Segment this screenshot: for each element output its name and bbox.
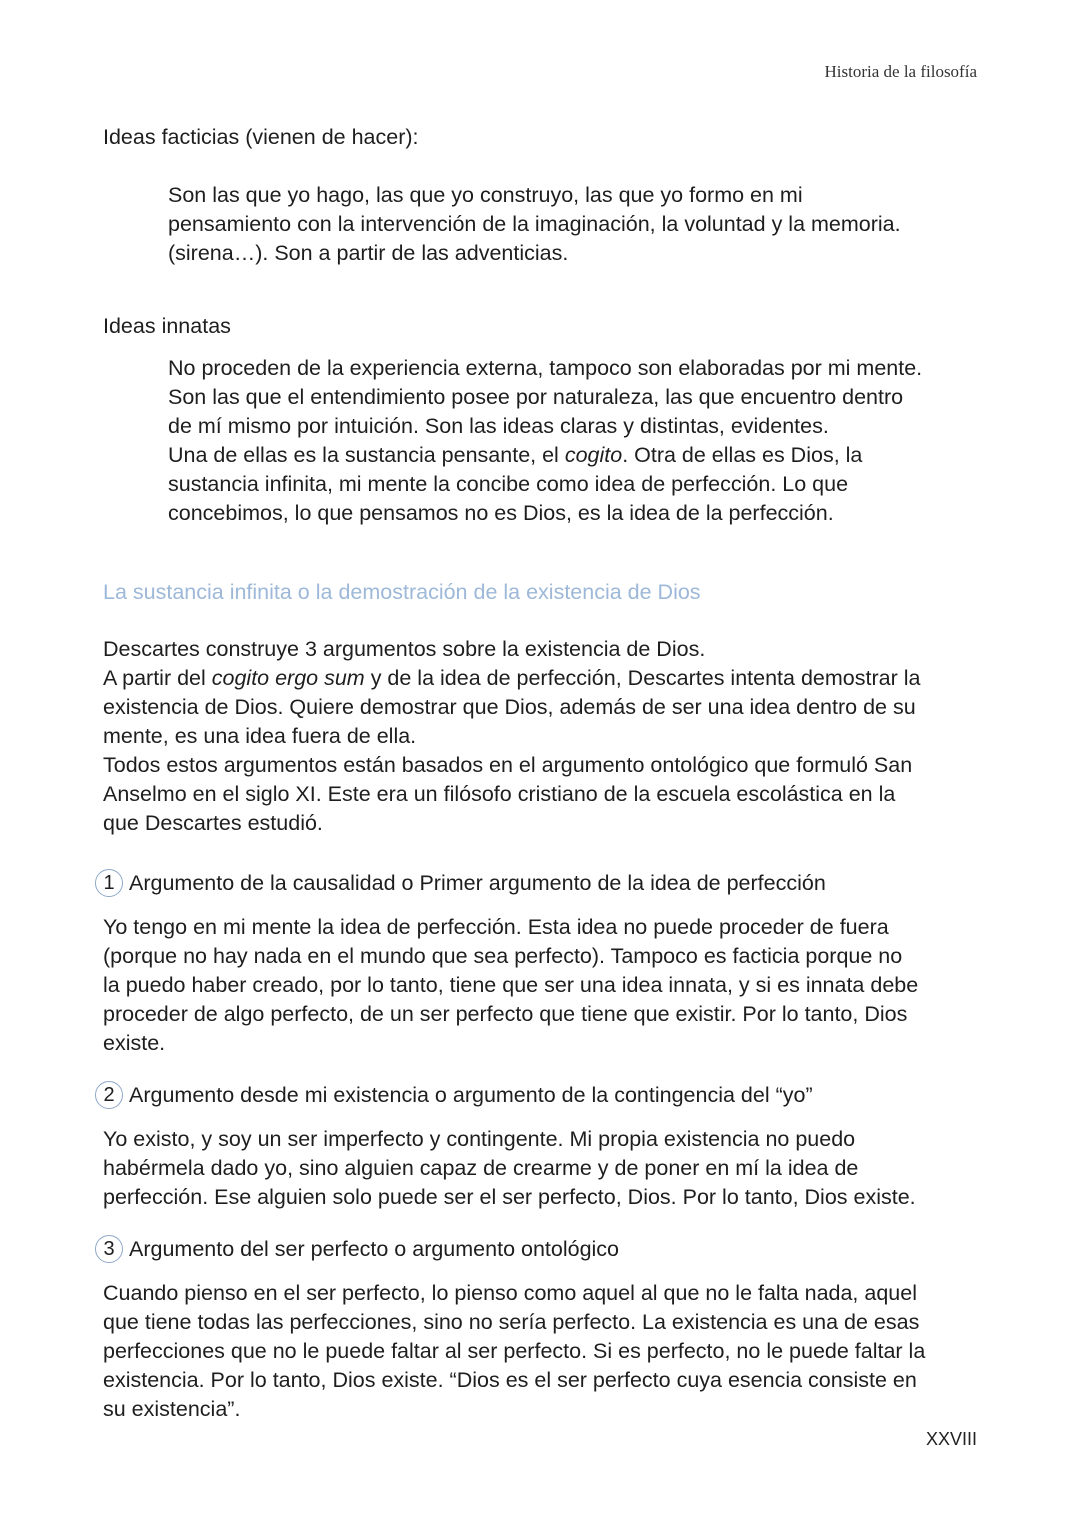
argument-heading-1 — [95, 869, 826, 897]
text-segment: habérmela dado yo, sino alguien capaz de crearme y de poner en mí la idea de — [103, 1156, 859, 1180]
text-segment: mente, es una idea fuera de ella. — [103, 724, 417, 748]
text-segment: su existencia”. — [103, 1397, 241, 1421]
text-segment: (sirena…). Son a partir de las adventicias. — [168, 241, 569, 265]
text-segment: Son las que el entendimiento posee por naturaleza, las que encuentro dentro — [168, 385, 904, 409]
circled-number-2: 2 — [95, 1081, 123, 1109]
text-line — [103, 942, 918, 971]
text-segment: Yo existo, y soy un ser imperfecto y contingente. Mi propia existencia no puedo — [103, 1127, 856, 1151]
argument-title: Argumento del ser perfecto o argumento ontológico — [129, 1236, 620, 1261]
text-segment: proceder de algo perfecto, de un ser perfecto que tiene que existir. Por lo tanto, Dios — [103, 1002, 908, 1026]
text-segment: Todos estos argumentos están basados en el argumento ontológico que formuló San — [103, 753, 913, 777]
text-line — [103, 809, 920, 838]
ideas-facticias-body — [168, 181, 901, 268]
text-segment: A partir del — [103, 666, 212, 690]
text-line — [103, 1366, 925, 1395]
text-segment: pensamiento con la intervención de la imaginación, la voluntad y la memoria. — [168, 212, 901, 236]
text-line — [103, 1279, 925, 1308]
argument-3-body — [103, 1279, 925, 1424]
argument-heading-3 — [95, 1235, 619, 1263]
text-segment: Cuando pienso en el ser perfecto, lo pienso como aquel al que no le falta nada, aquel — [103, 1281, 917, 1305]
text-segment: (porque no hay nada en el mundo que sea perfecto). Tampoco es facticia porque no — [103, 944, 903, 968]
ideas-facticias-title — [103, 123, 419, 152]
text-line — [103, 722, 920, 751]
ideas-innatas-body — [168, 354, 922, 528]
text-segment: de mí mismo por intuición. Son las ideas claras y distintas, evidentes. — [168, 414, 829, 438]
text-segment: . Otra de ellas es Dios, la — [622, 443, 863, 467]
text-segment: Anselmo en el siglo XI. Este era un filósofo cristiano de la escuela escolástica en la — [103, 782, 896, 806]
argument-heading-2 — [95, 1081, 813, 1109]
circled-number-1: 1 — [95, 869, 123, 897]
text-line — [103, 913, 918, 942]
text-line — [103, 1000, 918, 1029]
intro-paragraph — [103, 635, 920, 838]
text-segment: perfecciones que no le puede faltar al ser perfecto. Si es perfecto, no le puede faltar la — [103, 1339, 926, 1363]
text-segment: que Descartes estudió. — [103, 811, 323, 835]
italic-text: cogito — [564, 443, 623, 467]
page-number: XXVIII — [925, 1429, 977, 1449]
italic-text: cogito ergo sum — [211, 666, 365, 690]
text-line — [103, 1029, 918, 1058]
text-line — [168, 470, 922, 499]
text-line — [168, 210, 901, 239]
text-line — [168, 239, 901, 268]
text-segment: perfección. Ese alguien solo puede ser el ser perfecto, Dios. Por lo tanto, Dios existe. — [103, 1185, 916, 1209]
text-segment: concebimos, lo que pensamos no es Dios, es la idea de la perfección. — [168, 501, 834, 525]
argument-2-body — [103, 1125, 916, 1212]
text-line — [103, 1125, 916, 1154]
text-segment: existencia. Por lo tanto, Dios existe. “Dios es el ser perfecto cuya esencia consiste en — [103, 1368, 917, 1392]
text-line — [168, 383, 922, 412]
text-segment: existe. — [103, 1031, 166, 1055]
text-segment: que tiene todas las perfecciones, sino no sería perfecto. La existencia es una de esas — [103, 1310, 920, 1334]
text-segment: Una de ellas es la sustancia pensante, el — [168, 443, 565, 467]
section-title: La sustancia infinita o la demostración de la existencia de Dios — [103, 580, 701, 604]
text-line — [168, 181, 901, 210]
text-line — [103, 1337, 925, 1366]
argument-1-body — [103, 913, 918, 1058]
text-line — [103, 1183, 916, 1212]
argument-title: Argumento de la causalidad o Primer argumento de la idea de perfección — [129, 870, 826, 895]
text-segment: No proceden de la experiencia externa, tampoco son elaboradas por mi mente. — [168, 356, 923, 380]
text-line — [168, 499, 922, 528]
argument-title: Argumento desde mi existencia o argumento de la contingencia del “yo” — [129, 1082, 813, 1107]
text-segment: Ideas innatas — [103, 314, 231, 338]
text-line — [103, 1308, 925, 1337]
text-line — [103, 971, 918, 1000]
text-line — [168, 354, 922, 383]
ideas-innatas-title — [103, 312, 231, 341]
text-segment: la puedo haber creado, por lo tanto, tiene que ser una idea innata, y si es innata debe — [103, 973, 919, 997]
circled-number-3: 3 — [95, 1235, 123, 1263]
text-line — [103, 780, 920, 809]
text-segment: sustancia infinita, mi mente la concibe como idea de perfección. Lo que — [168, 472, 849, 496]
text-line — [103, 664, 920, 693]
text-line — [168, 441, 922, 470]
text-line — [103, 123, 419, 152]
text-segment: Yo tengo en mi mente la idea de perfección. Esta idea no puede proceder de fuera — [103, 915, 889, 939]
text-segment: existencia de Dios. Quiere demostrar que Dios, además de ser una idea dentro de su — [103, 695, 916, 719]
text-line — [168, 412, 922, 441]
text-segment: Son las que yo hago, las que yo construyo, las que yo formo en mi — [168, 183, 803, 207]
text-line — [103, 1395, 925, 1424]
text-line — [103, 635, 920, 664]
text-line — [103, 751, 920, 780]
running-header: Historia de la filosofía — [824, 62, 977, 81]
text-segment: y de la idea de perfección, Descartes intenta demostrar la — [364, 666, 921, 690]
text-line — [103, 693, 920, 722]
text-line — [103, 1154, 916, 1183]
text-segment: Descartes construye 3 argumentos sobre la existencia de Dios. — [103, 637, 706, 661]
text-segment: Ideas facticias (vienen de hacer): — [103, 125, 419, 149]
text-line — [103, 312, 231, 341]
